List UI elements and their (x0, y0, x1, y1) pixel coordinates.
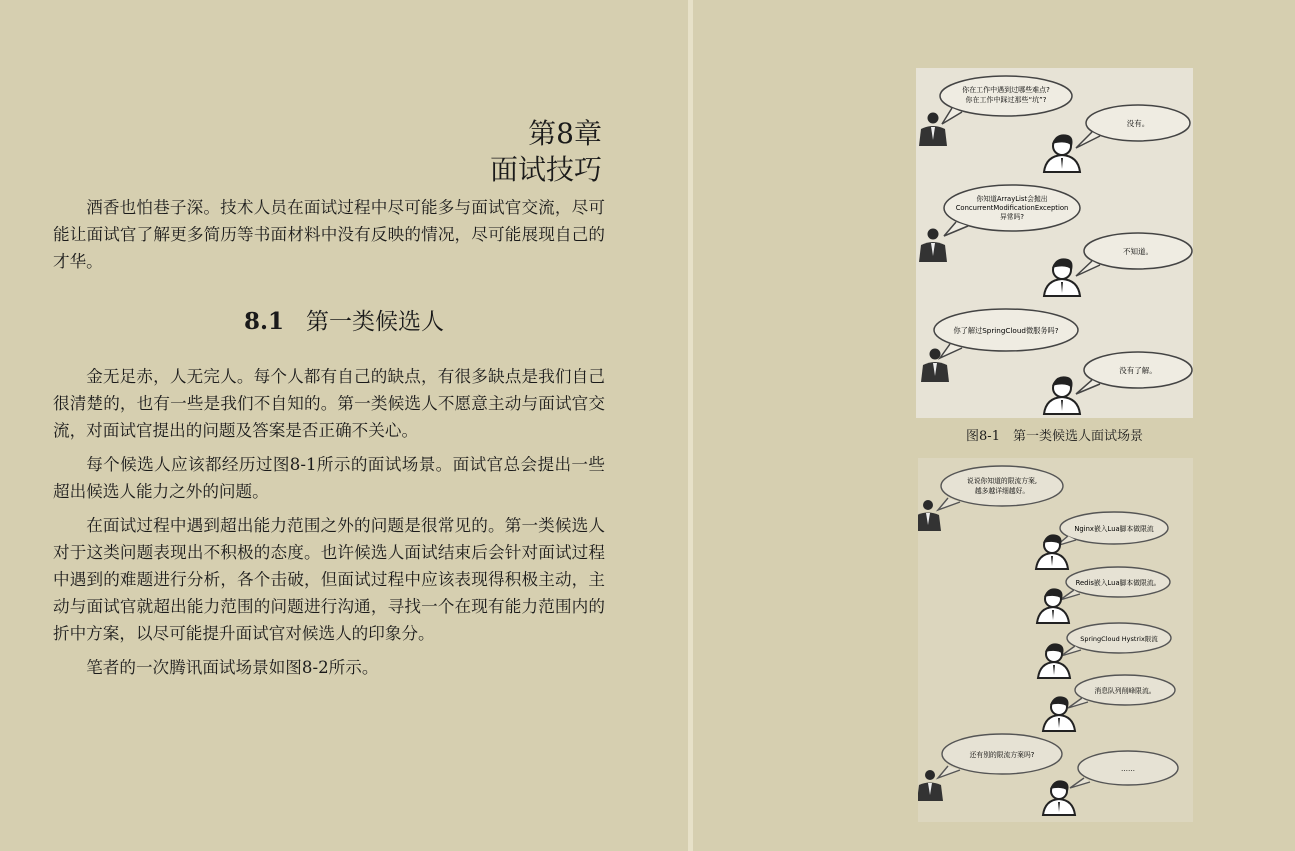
figure-8-1-caption: 图8-1 第一类候选人面试场景 (966, 429, 1143, 444)
paragraph-3: 在面试过程中遇到超出能力范围之外的问题是很常见的。第一类候选人对于这类问题表现出不积极的态度。也许候选人面试结束后会针对面试过程中遇到的难题进行分析，各个击破，但面试过程中应该表现得积极主动，主动与面试官就超出能力范围的问题进行沟通，寻找一个在现有能力范围内的折中方案，以尽可能提升面试官对候选人的印象分。 (53, 516, 605, 643)
interviewer-icon (918, 770, 943, 801)
speech-bubble (1061, 623, 1171, 656)
chapter-title: 面试技巧 (489, 153, 602, 186)
figure-8-1 (916, 68, 1193, 418)
chapter-number: 第8章 (528, 117, 602, 150)
right-page (693, 0, 1295, 851)
fig1-q2-line3: 异常吗? (1000, 213, 1024, 221)
paragraph-2: 每个候选人应该都经历过图8-1所示的面试场景。面试官总会提出一些超出候选人能力之外的问题。 (53, 455, 605, 501)
fig2-q2: 还有别的限流方案吗? (969, 751, 1035, 759)
fig1-q1-line1: 你在工作中遇到过哪些难点? (962, 86, 1050, 94)
fig2-a2: Redis嵌入Lua脚本做限流。 (1075, 579, 1161, 587)
fig2-a3: SpringCloud Hystrix限流 (1080, 635, 1158, 643)
fig1-a1: 没有。 (1126, 119, 1150, 128)
candidate-icon (1038, 643, 1070, 678)
speech-bubble (944, 185, 1080, 236)
speech-bubble (934, 309, 1078, 358)
fig1-q3: 你了解过SpringCloud微服务吗? (953, 326, 1059, 335)
fig1-a2: 不知道。 (1123, 247, 1153, 256)
speech-bubble (1068, 675, 1175, 708)
interviewer-icon (919, 113, 947, 147)
candidate-icon (1043, 696, 1075, 731)
interviewer-icon (919, 229, 947, 263)
section-heading (0, 303, 688, 336)
paragraph-4: 笔者的一次腾讯面试场景如图8-2所示。 (86, 658, 379, 677)
section-number: 8.1 (243, 308, 284, 335)
speech-bubble (1070, 751, 1178, 788)
candidate-icon (1043, 780, 1075, 815)
intro-paragraph: 酒香也怕巷子深。技术人员在面试过程中尽可能多与面试官交流，尽可能让面试官了解更多简历等书面材料中没有反映的情况，尽可能展现自己的才华。 (53, 198, 605, 271)
section-title: 第一类候选人 (306, 309, 444, 335)
speech-bubble (1056, 512, 1168, 546)
speech-bubble (1076, 233, 1192, 276)
speech-bubble (940, 76, 1072, 124)
fig1-a3: 没有了解。 (1119, 366, 1157, 375)
speech-bubble (938, 466, 1063, 510)
fig2-q1-line1: 说说你知道的限流方案, (966, 477, 1038, 485)
fig2-a5: …… (1121, 765, 1135, 773)
fig2-a4: 消息队列削峰限流。 (1094, 687, 1156, 695)
candidate-icon (1044, 258, 1080, 296)
speech-bubble (1076, 352, 1192, 394)
figure-8-2 (918, 458, 1193, 822)
candidate-icon (1044, 134, 1080, 172)
interviewer-icon (918, 500, 941, 531)
fig2-a1: Nginx嵌入Lua脚本做限流 (1074, 525, 1154, 533)
fig2-q1-line2: 越多越详细越好。 (974, 487, 1030, 495)
speech-bubble (1076, 105, 1190, 148)
fig1-q1-line2: 你在工作中踩过那些“坑”? (965, 96, 1047, 104)
speech-bubble (1060, 567, 1170, 600)
speech-bubble (938, 734, 1062, 778)
fig1-q2-line1: 你知道ArrayList会抛出 (976, 195, 1048, 203)
candidate-icon (1037, 588, 1069, 623)
paragraph-1: 金无足赤，人无完人。每个人都有自己的缺点，有很多缺点是我们自己很清楚的，也有一些是我们不自知的。第一类候选人不愿意主动与面试官交流，对面试官提出的问题及答案是否正确不关心。 (53, 367, 605, 440)
fig1-q2-line2: ConcurrentModificationException (955, 204, 1069, 212)
candidate-icon (1044, 376, 1080, 414)
